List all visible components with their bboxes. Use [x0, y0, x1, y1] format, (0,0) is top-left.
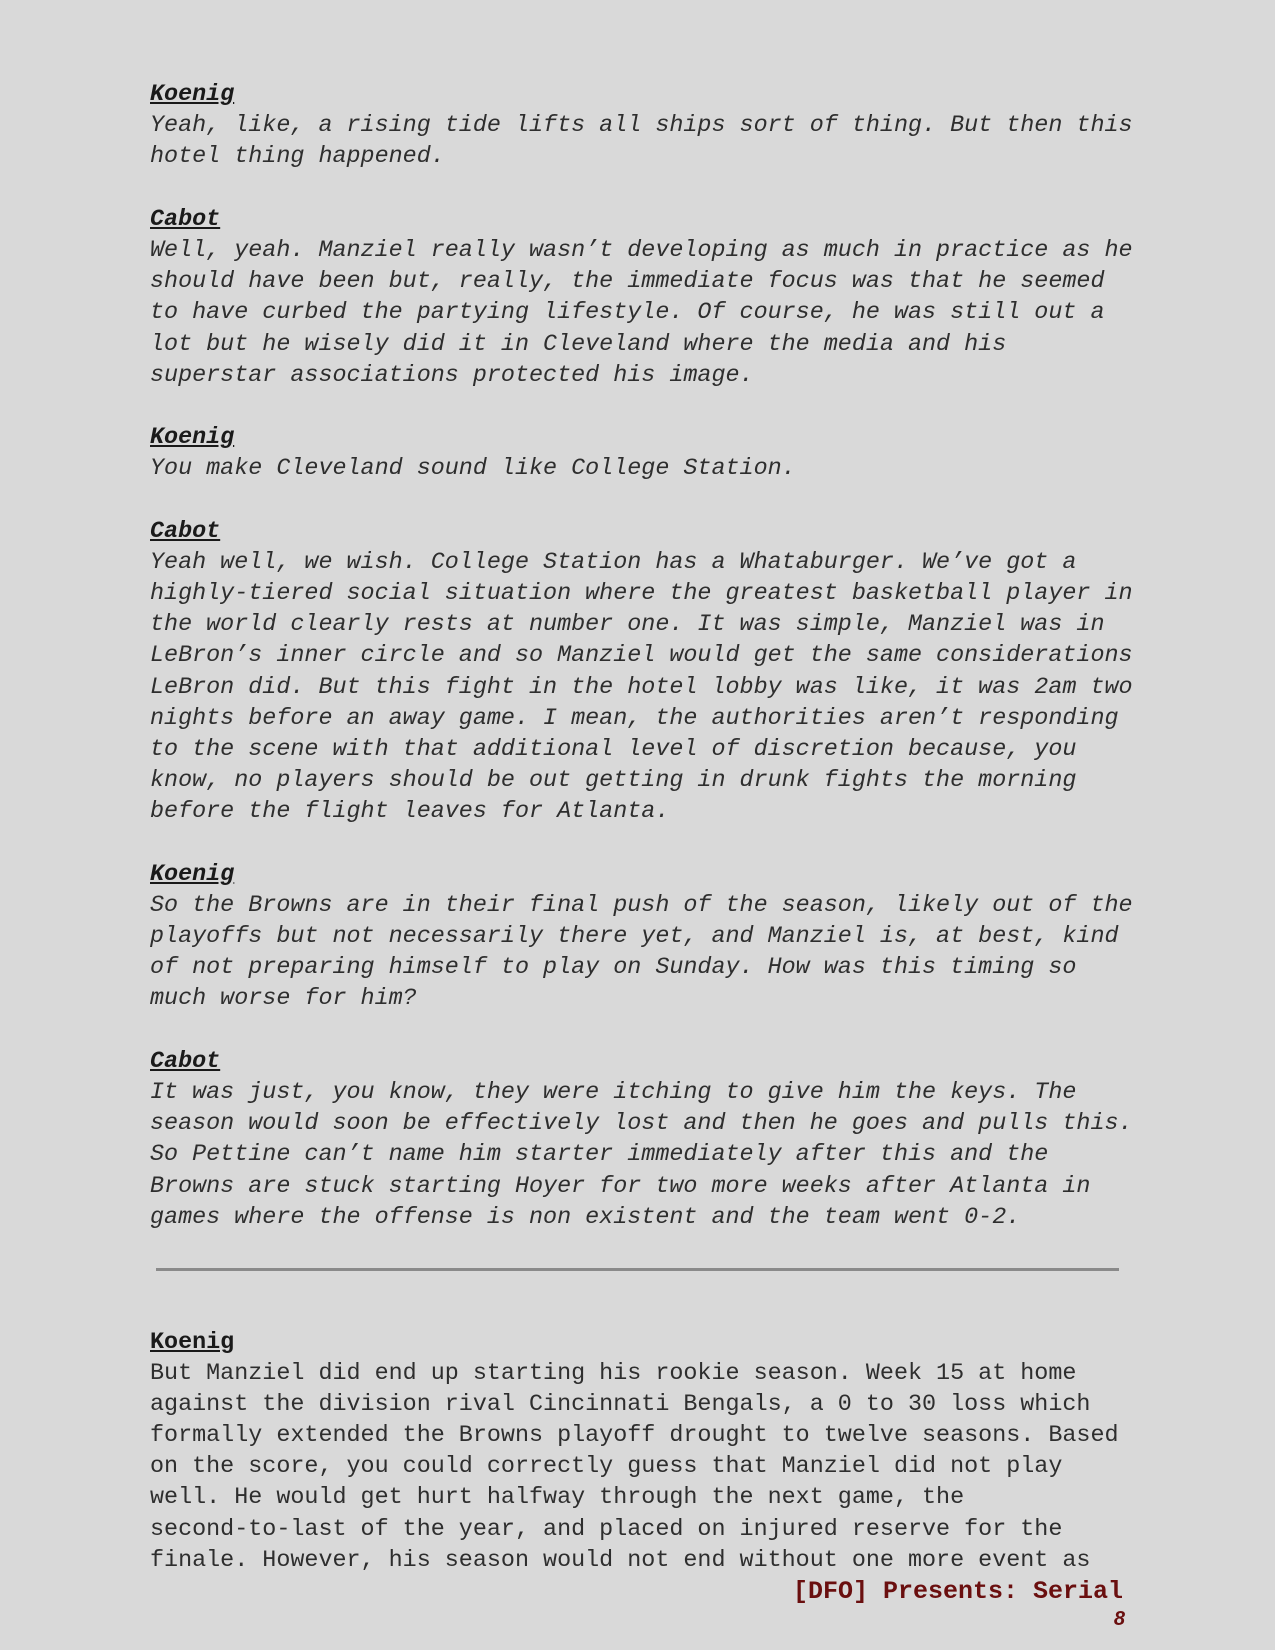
dialogue-line: before the flight leaves for Atlanta. — [150, 799, 670, 826]
dialogue-line: hotel thing happened. — [150, 144, 445, 171]
dialogue-line: much worse for him? — [150, 986, 417, 1013]
dialogue-line: You make Cleveland sound like College Station. — [150, 456, 796, 483]
page-number: 8 — [1113, 1608, 1125, 1630]
dialogue-block — [150, 423, 1130, 485]
narration-line: formally extended the Browns playoff drought to twelve seasons. Based — [150, 1423, 1119, 1450]
speaker-name: Cabot — [150, 518, 221, 545]
dialogue-line: the world clearly rests at number one. It was simple, Manziel was in — [150, 612, 1105, 639]
section-divider — [150, 1265, 1130, 1296]
dialogue-line: It was just, you know, they were itching to give him the keys. The — [150, 1080, 1077, 1106]
dialogue-block — [150, 1047, 1133, 1234]
dialogue-line: know, no players should be out getting in drunk fights the morning — [150, 768, 1077, 795]
dialogue-line: games where the offense is non existent and the team went 0-2. — [150, 1204, 1021, 1231]
dialogue-block — [150, 205, 1133, 392]
dialogue-line: Yeah, like, a rising tide lifts all ships sort of thing. But then this — [150, 113, 1133, 140]
dialogue-line: LeBron did. But this fight in the hotel lobby was like, it was 2am two — [150, 674, 1133, 701]
dialogue-block — [150, 860, 1133, 1016]
dialogue-section — [150, 80, 1133, 1234]
dialogue-block — [150, 80, 1133, 174]
narration-line: against the division rival Cincinnati Bengals, a 0 to 30 loss which — [150, 1391, 1091, 1418]
dialogue-line: nights before an away game. I mean, the authorities aren’t responding — [150, 705, 1119, 732]
speaker-name: Cabot — [150, 1048, 221, 1075]
dialogue-line: to have curbed the partying lifestyle. Of course, he was still out a — [150, 300, 1105, 327]
dialogue-line: should have been but, really, the immediate focus was that he seemed — [150, 269, 1105, 296]
dialogue-line: Well, yeah. Manziel really wasn’t developing as much in practice as he — [150, 237, 1133, 264]
narration-line: well. He would get hurt halfway through the next game, the — [150, 1485, 965, 1512]
dialogue-line: Yeah well, we wish. College Station has a Whataburger. We’ve got a — [150, 549, 1077, 576]
dialogue-line: LeBron’s inner circle and so Manziel would get the same considerations — [150, 643, 1133, 670]
dialogue-block — [150, 517, 1133, 829]
dialogue-line: lot but he wisely did it in Cleveland where the media and his — [150, 331, 1007, 358]
dialogue-line: to the scene with that additional level of discretion because, you — [150, 736, 1077, 763]
dialogue-line: highly-tiered social situation where the greatest basketball player in — [150, 581, 1133, 607]
speaker-name: Cabot — [150, 206, 221, 233]
spacer — [150, 1296, 1130, 1327]
speaker-name: Koenig — [150, 82, 235, 108]
transcript-page — [150, 80, 1133, 1577]
narration-line: finale. However, his season would not end without one more event as — [150, 1547, 1091, 1574]
dialogue-line: So the Browns are in their final push of the season, likely out of the — [150, 892, 1133, 919]
dialogue-line: Browns are stuck starting Hoyer for two more weeks after Atlanta in — [150, 1173, 1091, 1200]
dialogue-line: season would soon be effectively lost and then he goes and pulls this. — [150, 1111, 1133, 1138]
speaker-name: Koenig — [150, 861, 235, 888]
narration-line: But Manziel did end up starting his rookie season. Week 15 at home — [150, 1360, 1077, 1387]
dialogue-line: So Pettine can’t name him starter immediately after this and the — [150, 1142, 1049, 1169]
dialogue-line: superstar associations protected his image. — [150, 362, 754, 389]
narration-line: second-to-last of the year, and placed on injured reserve for the — [150, 1516, 1063, 1543]
narration-section — [150, 1328, 1130, 1578]
speaker-name: Koenig — [150, 425, 235, 452]
narration-body — [150, 1359, 1130, 1577]
narration-line: on the score, you could correctly guess that Manziel did not play — [150, 1454, 1063, 1481]
footer-title: [DFO] Presents: Serial — [792, 1577, 1123, 1606]
speaker-name: Koenig — [150, 1329, 235, 1356]
dialogue-line: of not preparing himself to play on Sunday. How was this timing so — [150, 955, 1077, 982]
dialogue-line: playoffs but not necessarily there yet, and Manziel is, at best, kind — [150, 924, 1119, 951]
